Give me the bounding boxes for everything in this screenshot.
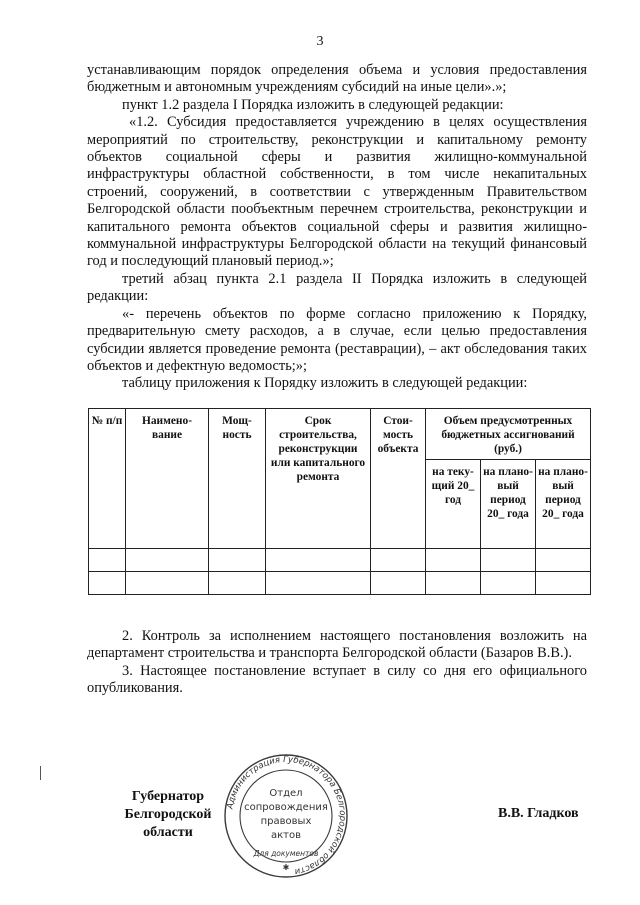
header-cell: Мощ-ность	[209, 409, 266, 549]
table-header-row	[89, 409, 591, 460]
header-cell: Срок строительства, реконструкции или капитального ремонта	[266, 409, 371, 549]
paragraph: третий абзац пункта 2.1 раздела II Порядка изложить в следующей редакции:	[87, 270, 587, 305]
signatory-title	[98, 788, 238, 842]
stamp-text: правовых	[260, 816, 312, 827]
table-cell	[481, 549, 536, 572]
header-cell: Наимено-вание	[126, 409, 209, 549]
table-cell	[126, 549, 209, 572]
table-cell	[209, 572, 266, 595]
page-number: 3	[316, 34, 324, 49]
table-cell	[371, 549, 426, 572]
table-cell	[536, 572, 591, 595]
stamp-star-icon: ✱	[282, 863, 290, 872]
header-cell: Стои-мость объекта	[371, 409, 426, 549]
stamp-text: актов	[270, 830, 302, 841]
stamp-text: сопровождения	[244, 802, 328, 813]
stamp-ring-text: Администрация Губернатора Белгородской области	[225, 754, 348, 877]
table-cell	[266, 572, 371, 595]
table-row	[89, 572, 591, 595]
signatory-title-line: Белгородской области	[124, 807, 212, 840]
table-cell	[209, 549, 266, 572]
table-cell	[126, 572, 209, 595]
subheader-cell: на теку-щий 20_ год	[426, 460, 481, 549]
header-cell: Объем предусмотренных бюджетных ассигнований (руб.)	[426, 409, 591, 460]
table-cell	[89, 572, 126, 595]
subheader-cell: на плано-вый период 20_ года	[536, 460, 591, 549]
stamp-text: Для документов	[253, 849, 319, 858]
closing-clauses	[87, 628, 587, 698]
appendix-table-container	[88, 408, 590, 595]
paragraph: таблицу приложения к Порядку изложить в следующей редакции:	[122, 375, 528, 392]
table-cell	[426, 549, 481, 572]
header-cell: № п/п	[89, 409, 126, 549]
table-row	[89, 549, 591, 572]
table-cell	[536, 549, 591, 572]
table-cell	[266, 549, 371, 572]
paragraph: пункт 1.2 раздела I Порядка изложить в следующей редакции:	[122, 96, 504, 113]
signatory-name: В.В. Гладков	[498, 806, 579, 821]
stamp-text: Отдел	[269, 788, 303, 799]
table-cell	[371, 572, 426, 595]
paragraph: 3. Настоящее постановление вступает в силу со дня его официального опубликования.	[87, 662, 587, 697]
margin-mark	[40, 766, 41, 780]
official-stamp	[222, 752, 350, 880]
paragraph: «- перечень объектов по форме согласно приложению к Порядку, предварительную смету расходов, а в случае, если целью предоставления субсидии является проведение ремонта (реставрации), – акт обследования таких объектов и дефектную ведомость;»;	[87, 305, 587, 374]
appendix-table	[88, 408, 591, 595]
document-body	[87, 62, 587, 393]
paragraph: 2. Контроль за исполнением настоящего постановления возложить на департамент строительства и транспорта Белгородской области (Базаров В.В.).	[87, 628, 587, 662]
signatory-title-line: Губернатор	[131, 789, 205, 804]
paragraph: «1.2. Субсидия предоставляется учреждению в целях осуществления мероприятий по строительству, реконструкции и капитальному ремонту объектов социальной сферы и развития жилищно-коммунальной инфраструктуры областной собственности, в том числе некапитальных строений, сооружений, в соответствии с утвержденным Правительством Белгородской области пообъектным перечнем строительства, реконструкции и капитального ремонта объектов социальной сферы и развития жилищно-коммунальной инфраструктуры Белгородской области на текущий финансовый год и последующий плановый период.»;	[87, 114, 587, 270]
subheader-cell: на плано-вый период 20_ года	[481, 460, 536, 549]
table-cell	[426, 572, 481, 595]
paragraph: устанавливающим порядок определения объема и условия предоставления бюджетным и автономным учреждениям субсидий на иные цели».»;	[87, 62, 587, 96]
table-cell	[481, 572, 536, 595]
table-cell	[89, 549, 126, 572]
